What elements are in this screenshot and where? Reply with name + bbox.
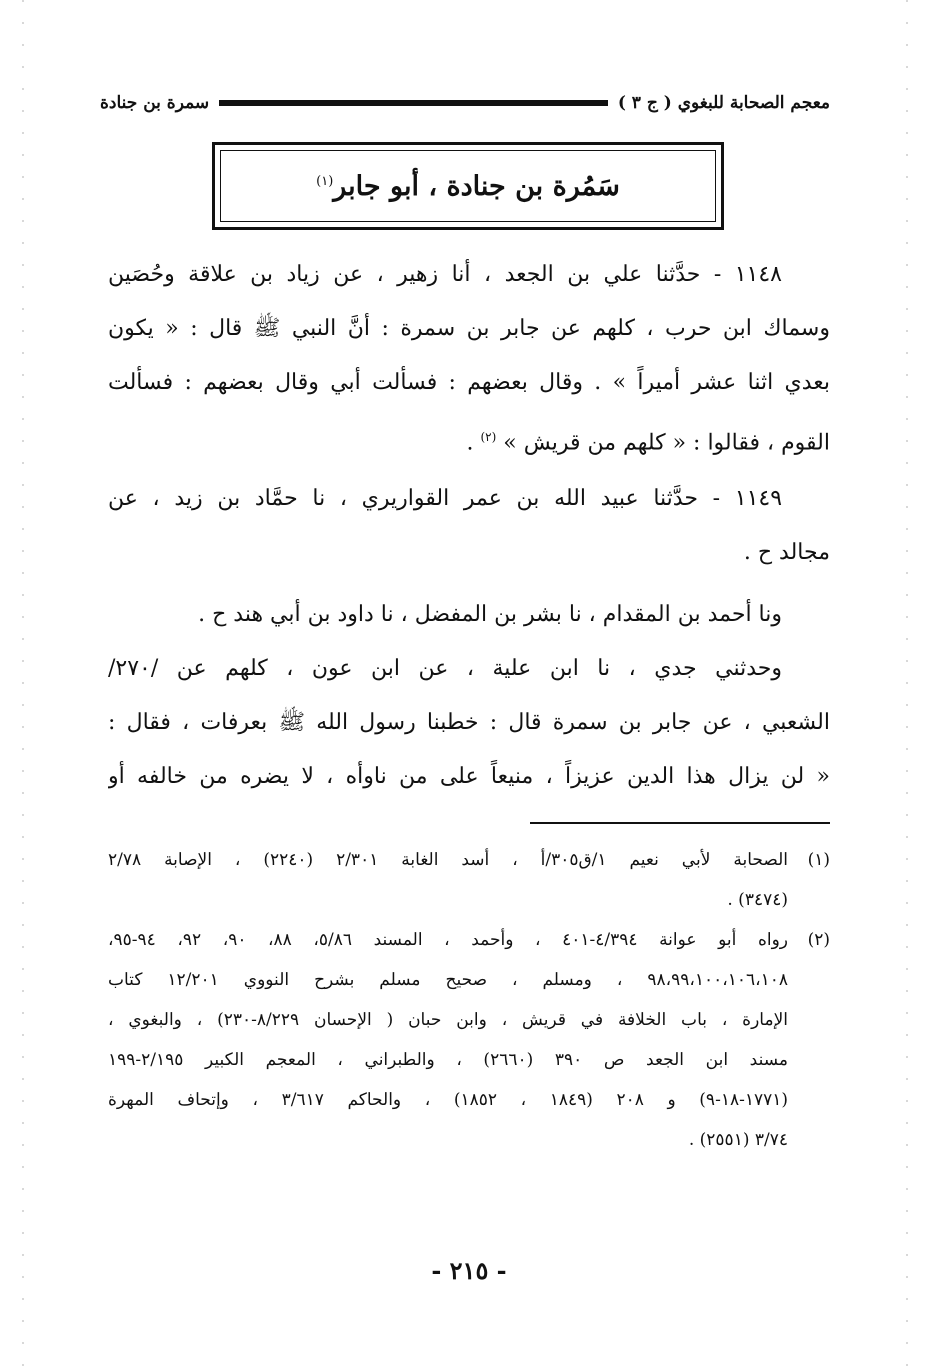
footnote-text: الصحابة لأبي نعيم ١/ق٣٠٥/أ ، أسد الغابة ٢/٣٠١ (٢٢٤٠) ، الإصابة ٢/٧٨ (108, 850, 788, 870)
body-line-text: القوم ، فقالوا : « كلهم من قريش » (496, 430, 830, 456)
footnote-line: ٣/٧٤ (٢٥٥١) . (688, 1130, 788, 1150)
body-line: « لن يزال هذا الدين عزيزاً ، منيعاً على من ناوأه ، لا يضره من خالفه أو (108, 764, 830, 789)
header-rule (219, 100, 608, 106)
body-line: ١١٤٨ - حدَّثنا علي بن الجعد ، أنا زهير ، عن زياد بن علاقة وحُصَين (108, 262, 782, 287)
header-book-title: معجم الصحابة للبغوي ( ج ٣ ) (617, 93, 830, 113)
footnote-line: مسند ابن الجعد ص ٣٩٠ (٢٦٦٠) ، والطبراني ، المعجم الكبير ٢/١٩٥-١٩٩ (108, 1050, 788, 1070)
footnote-line: الإمارة ، باب الخلافة في قريش ، وابن حبان ( الإحسان ٨/٢٢٩-٢٣٠) ، والبغوي ، (108, 1010, 788, 1030)
body-line: وحدثني جدي ، نا ابن علية ، عن ابن عون ، كلهم عن /٢٧٠/ (108, 656, 782, 681)
body-line: مجالد ح . (743, 540, 830, 565)
entry-title (316, 171, 620, 202)
header-topic: سمرة بن جنادة (100, 93, 210, 113)
body-line: القوم ، فقالوا : « كلهم من قريش » $^{(٢)}$ . (466, 430, 830, 456)
body-text (108, 248, 830, 804)
page-number: - ٢١٥ - (431, 1256, 507, 1285)
footnote-line: (١٧٧١-١٨-٩) و ٢٠٨ (١٨٤٩ ، ١٨٥٢) ، والحاكم ٣/٦١٧ ، وإتحاف المهرة (108, 1090, 788, 1110)
footnote-line (108, 920, 830, 960)
footnote-line: (٣٤٧٤) . (727, 890, 788, 910)
entry-title-box (212, 142, 724, 230)
body-line: ١١٤٩ - حدَّثنا عبيد الله بن عمر القواريري ، نا حمَّاد بن زيد ، عن (108, 486, 783, 511)
scan-dots-left (22, 0, 24, 1366)
running-header (100, 88, 830, 118)
title-footnote-ref: (١) (316, 173, 334, 189)
footnote-line: ٩٨،٩٩،١٠٠،١٠٦،١٠٨ ، ومسلم ، صحيح مسلم بشرح النووي ١٢/٢٠١ كتاب (108, 970, 788, 990)
footnote-separator (530, 822, 830, 824)
footnotes (108, 840, 830, 1160)
footnote-text: رواه أبو عوانة ٤/٣٩٤-٤٠١ ، وأحمد ، المسند ٥/٨٦، ٨٨، ٩٠، ٩٢، ٩٤-٩٥، (108, 930, 789, 950)
body-line: ونا أحمد بن المقدام ، نا بشر بن المفضل ، نا داود بن أبي هند ح . (198, 602, 782, 627)
footnote-line (108, 840, 830, 880)
body-line: بعدي اثنا عشر أميراً » . وقال بعضهم : فسألت أبي وقال بعضهم : فسألت (108, 370, 830, 395)
scan-dots-right (906, 0, 908, 1366)
entry-title-text: سَمُرة بن جنادة ، أبو جابر (333, 170, 620, 202)
body-line: الشعبي ، عن جابر بن سمرة قال : خطبنا رسول الله ﷺ بعرفات ، فقال : (108, 710, 830, 735)
entry-title-inner-frame (220, 150, 716, 222)
body-footnote-ref: (٢) (480, 430, 497, 444)
body-line: وسماك ابن حرب ، كلهم عن جابر بن سمرة : أنَّ النبي ﷺ قال : « يكون (108, 316, 830, 341)
footnote-number: (٢) (807, 930, 830, 950)
footnote-number: (١) (807, 850, 830, 870)
